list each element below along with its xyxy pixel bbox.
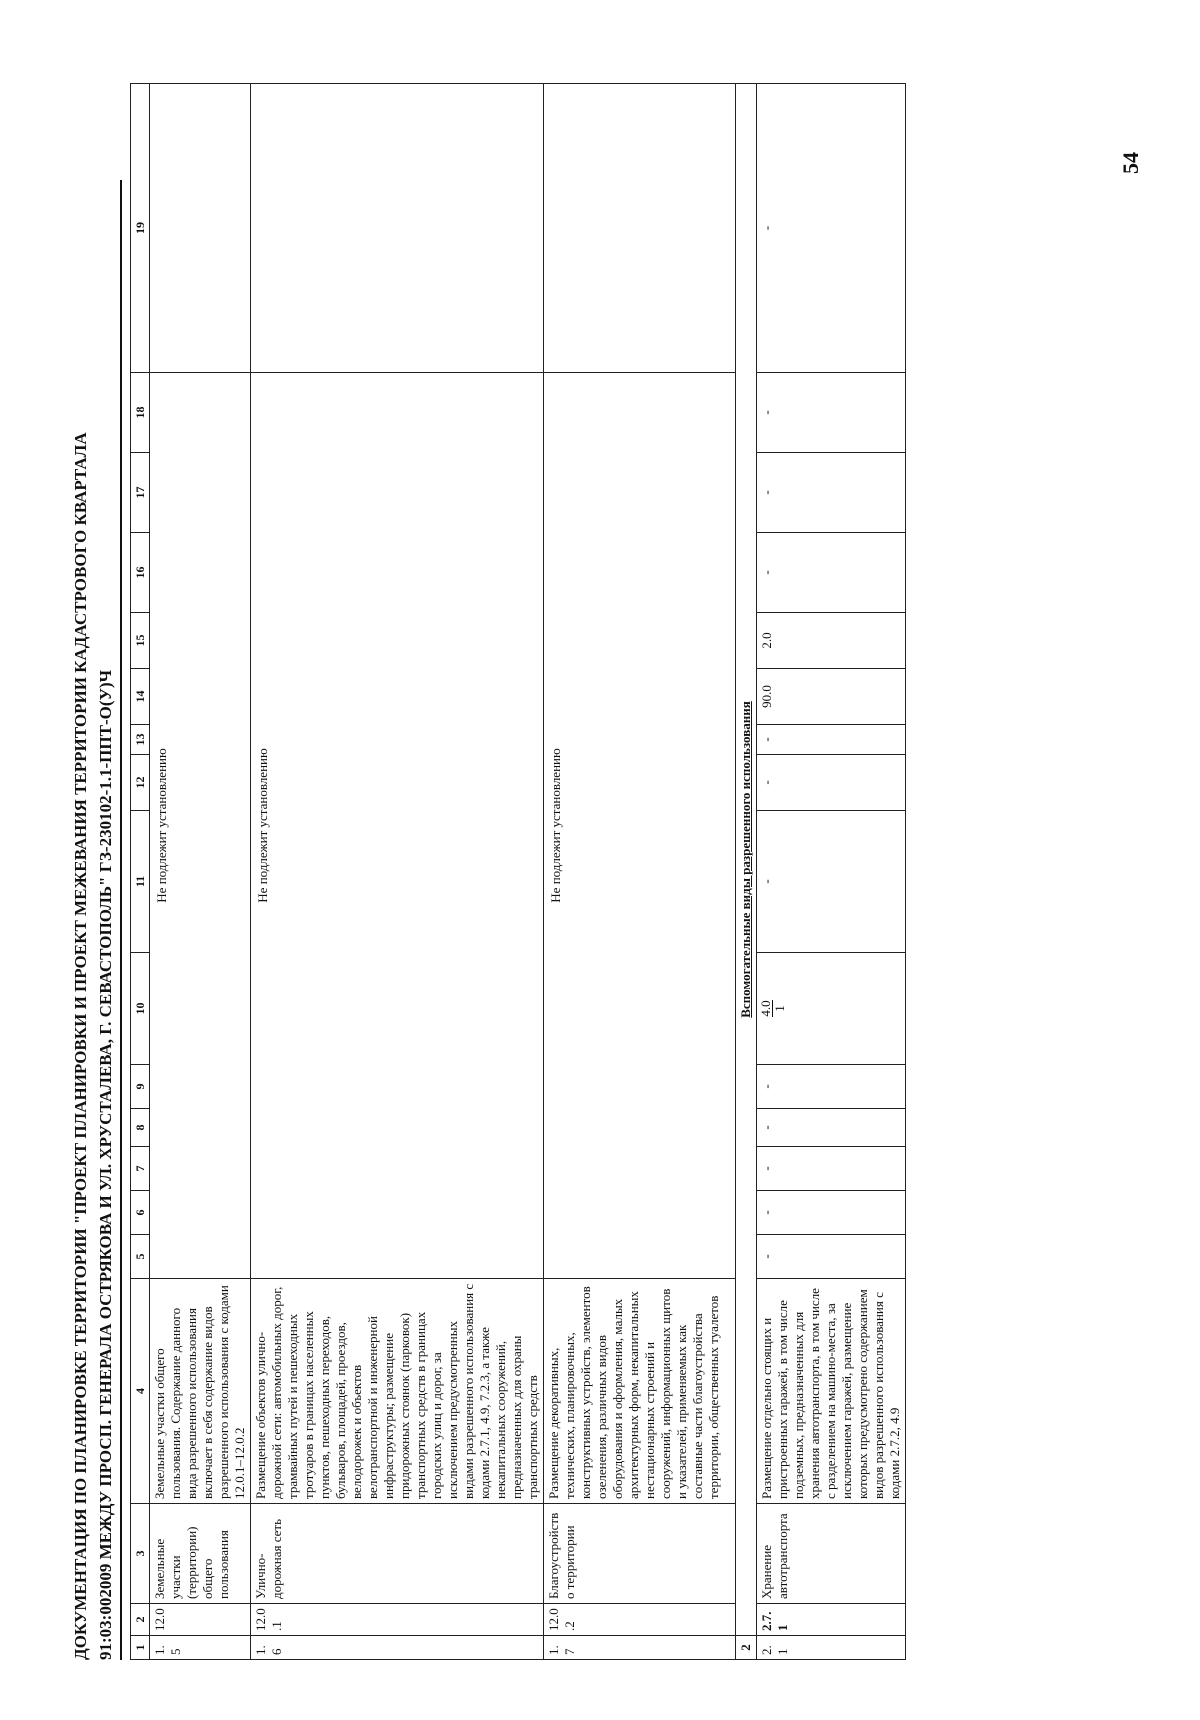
use-description: Размещение отдельно стоящих и пристроенных гаражей, в том числе подземных, предназначенных для хранения автотранспорта, в том числе с разделением на машино-места, за исключением гаражей, размещение которых предусмотрено содержанием видов разрешенного использования с кодами 2.7.2, 4.9 [757,1279,906,1504]
header-col-5: 5 [131,1235,150,1279]
col-19-cell [150,84,251,373]
col-10-value [757,953,906,1065]
merged-parameters-cell: Не подлежит установлению [544,373,736,1279]
use-code: 12.0.1 [251,1604,544,1636]
document-title-line-2: 91:03:002009 МЕЖДУ ПРОСП. ГЕНЕРАЛА ОСТРЯКОВА И УЛ. ХРУСТАЛЕВА, Г. СЕВАСТОПОЛЬ" ГЗ-230102-1.1-ППТ-О(У)Ч [96,669,115,1660]
use-name: Улично-дорожная сеть [251,1504,544,1604]
col-16-value: - [757,533,906,613]
floors-fraction [759,1000,786,1016]
header-col-16: 16 [131,533,150,613]
col-5-value: - [757,1235,906,1279]
row-number: 2.1 [757,1636,906,1660]
section-number: 2 [736,1636,757,1660]
col-7-value: - [757,1147,906,1191]
table-row [544,84,736,1660]
col-9-value: - [757,1065,906,1109]
col-19-cell [544,84,736,373]
fraction-numerator: 4.0 [758,1000,773,1017]
use-description: Размещение объектов улично-дорожной сети: автомобильных дорог, трамвайных путей и пешеходных тротуаров в границах населенных пунктов, пешеходных переходов, бульваров, площадей, проездов, велодорожек и объектов велотранспортной и инженерной инфраструктуры; размещение придорожных стоянок (парковок) транспортных средств в границах городских улиц и дорог, за исключением предусмотренных видами разрешенного использования с кодами 2.7.1, 4.9, 7.2.3, а также некапитальных сооружений, предназначенных для охраны транспортных средств [251,1279,544,1504]
table-row [150,84,251,1660]
header-col-13: 13 [131,725,150,755]
col-11-value: - [757,811,906,953]
use-name: Благоустройство территории [544,1504,736,1604]
rotated-document [70,140,1080,1660]
col-8-value: - [757,1109,906,1147]
use-name: Хранение автотранспорта [757,1504,906,1604]
col-14-value: 90.0 [757,669,906,725]
header-col-19: 19 [131,84,150,373]
document-title-line-1: ДОКУМЕНТАЦИЯ ПО ПЛАНИРОВКЕ ТЕРРИТОРИИ "ПРОЕКТ ПЛАНИРОВКИ И ПРОЕКТ МЕЖЕВАНИЯ ТЕРРИТОРИИ КАДАСТРОВОГО КВАРТАЛА [71,432,90,1660]
col-18-value: - [757,373,906,453]
header-col-7: 7 [131,1147,150,1191]
use-code: 12.0 [150,1604,251,1636]
land-use-table [130,83,906,1660]
use-code: 2.7.1 [757,1604,906,1636]
header-col-6: 6 [131,1191,150,1235]
header-col-17: 17 [131,453,150,533]
header-col-8: 8 [131,1109,150,1147]
use-code: 12.0.2 [544,1604,736,1636]
row-number: 1.6 [251,1636,544,1660]
header-col-11: 11 [131,811,150,953]
header-col-1: 1 [131,1636,150,1660]
col-6-value: - [757,1191,906,1235]
col-17-value: - [757,453,906,533]
header-col-14: 14 [131,669,150,725]
header-col-2: 2 [131,1604,150,1636]
header-col-4: 4 [131,1279,150,1504]
header-col-12: 12 [131,755,150,811]
col-12-value: - [757,755,906,811]
header-col-10: 10 [131,953,150,1065]
fraction-denominator: 1 [772,1005,787,1012]
col-19-cell [251,84,544,373]
table-row [757,84,906,1660]
col-19-value: - [757,84,906,373]
row-number: 1.5 [150,1636,251,1660]
header-row [131,84,150,1660]
header-col-9: 9 [131,1065,150,1109]
merged-parameters-cell: Не подлежит установлению [150,373,251,1279]
merged-parameters-cell: Не подлежит установлению [251,373,544,1279]
header-col-3: 3 [131,1504,150,1604]
section-title [736,84,757,1636]
col-13-value: - [757,725,906,755]
use-name: Земельные участки (территории) общего пользования [150,1504,251,1604]
use-description: Размещение декоративных, технических, планировочных, конструктивных устройств, элементов озеленения, различных видов оборудования и оформления, малых архитектурных форм, некапитальных нестационарных строений и сооружений, информационных щитов и указателей, применяемых как составные части благоустройства территории, общественных туалетов [544,1279,736,1504]
table-row [251,84,544,1660]
use-description: Земельные участки общего пользования. Содержание данного вида разрешенного использования включает в себя содержание видов разрешенного использования с кодами 12.0.1–12.0.2 [150,1279,251,1504]
row-number: 1.7 [544,1636,736,1660]
title-underline [120,180,122,1660]
section-row [736,84,757,1660]
section-title-text: Вспомогательные виды разрешенного использования [738,701,753,1018]
page-number: 54 [1118,152,1143,174]
header-col-15: 15 [131,613,150,669]
header-col-18: 18 [131,373,150,453]
col-15-value: 2.0 [757,613,906,669]
